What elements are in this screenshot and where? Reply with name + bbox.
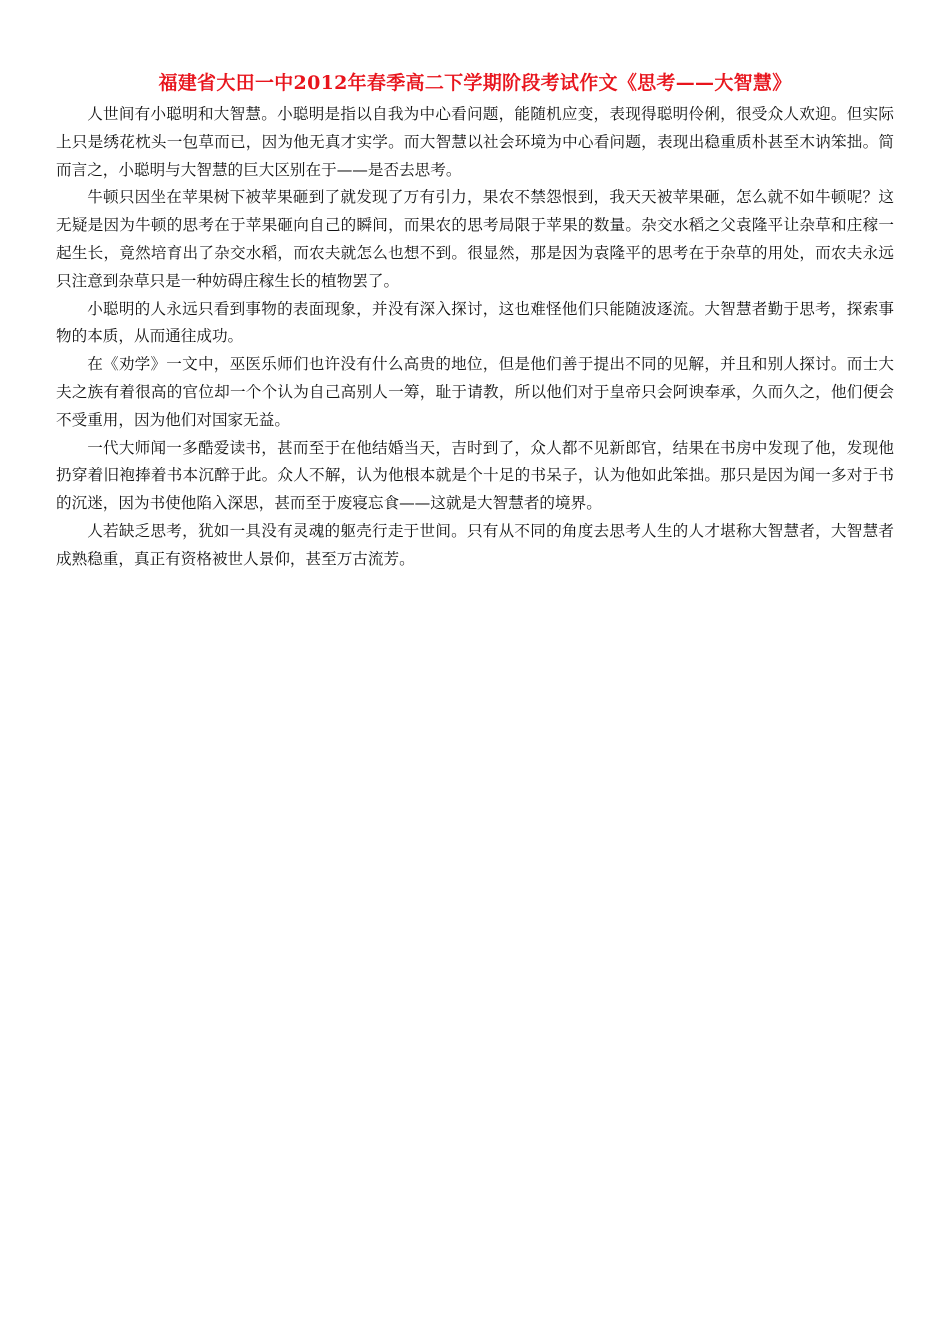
- document-title: 福建省大田一中2012年春季高二下学期阶段考试作文《思考——大智慧》: [158, 72, 792, 94]
- paragraph-2: 牛顿只因坐在苹果树下被苹果砸到了就发现了万有引力，果农不禁怨恨到，我天天被苹果砸，怎么就不如牛顿呢？这无疑是因为牛顿的思考在于苹果砸向自己的瞬间，而果农的思考局限于苹果的数量。杂交水稻之父袁隆平让杂草和庄稼一起生长，竟然培育出了杂交水稻，而农夫就怎么也想不到。很显然，那是因为袁隆平的思考在于杂草的用处，而农夫永远只注意到杂草只是一种妨碍庄稼生长的植物罢了。: [56, 188, 894, 290]
- paragraph-3: 小聪明的人永远只看到事物的表面现象，并没有深入探讨，这也难怪他们只能随波逐流。大智慧者勤于思考，探索事物的本质，从而通往成功。: [56, 299, 894, 346]
- paragraph-1: 人世间有小聪明和大智慧。小聪明是指以自我为中心看问题，能随机应变，表现得聪明伶俐，很受众人欢迎。但实际上只是绣花枕头一包草而已，因为他无真才实学。而大智慧以社会环境为中心看问题，表现出稳重质朴甚至木讷笨拙。简而言之，小聪明与大智慧的巨大区别在于——是否去思考。: [56, 105, 894, 179]
- paragraph-4: 在《劝学》一文中，巫医乐师们也许没有什么高贵的地位，但是他们善于提出不同的见解，并且和别人探讨。而士大夫之族有着很高的官位却一个个认为自己高别人一筹，耻于请教，所以他们对于皇帝只会阿谀奉承，久而久之，他们便会不受重用，因为他们对国家无益。: [56, 355, 894, 429]
- essay-body: [56, 101, 894, 574]
- paragraph-5: 一代大师闻一多酷爱读书，甚而至于在他结婚当天，吉时到了，众人都不见新郎官，结果在书房中发现了他，发现他扔穿着旧袍捧着书本沉醉于此。众人不解，认为他根本就是个十足的书呆子，认为他如此笨拙。那只是因为闻一多对于书的沉迷，因为书使他陷入深思，甚而至于废寝忘食——这就是大智慧者的境界。: [56, 438, 894, 513]
- paragraph-6: 人若缺乏思考，犹如一具没有灵魂的躯壳行走于世间。只有从不同的角度去思考人生的人才堪称大智慧者，大智慧者成熟稳重，真正有资格被世人景仰，甚至万古流芳。: [56, 521, 894, 568]
